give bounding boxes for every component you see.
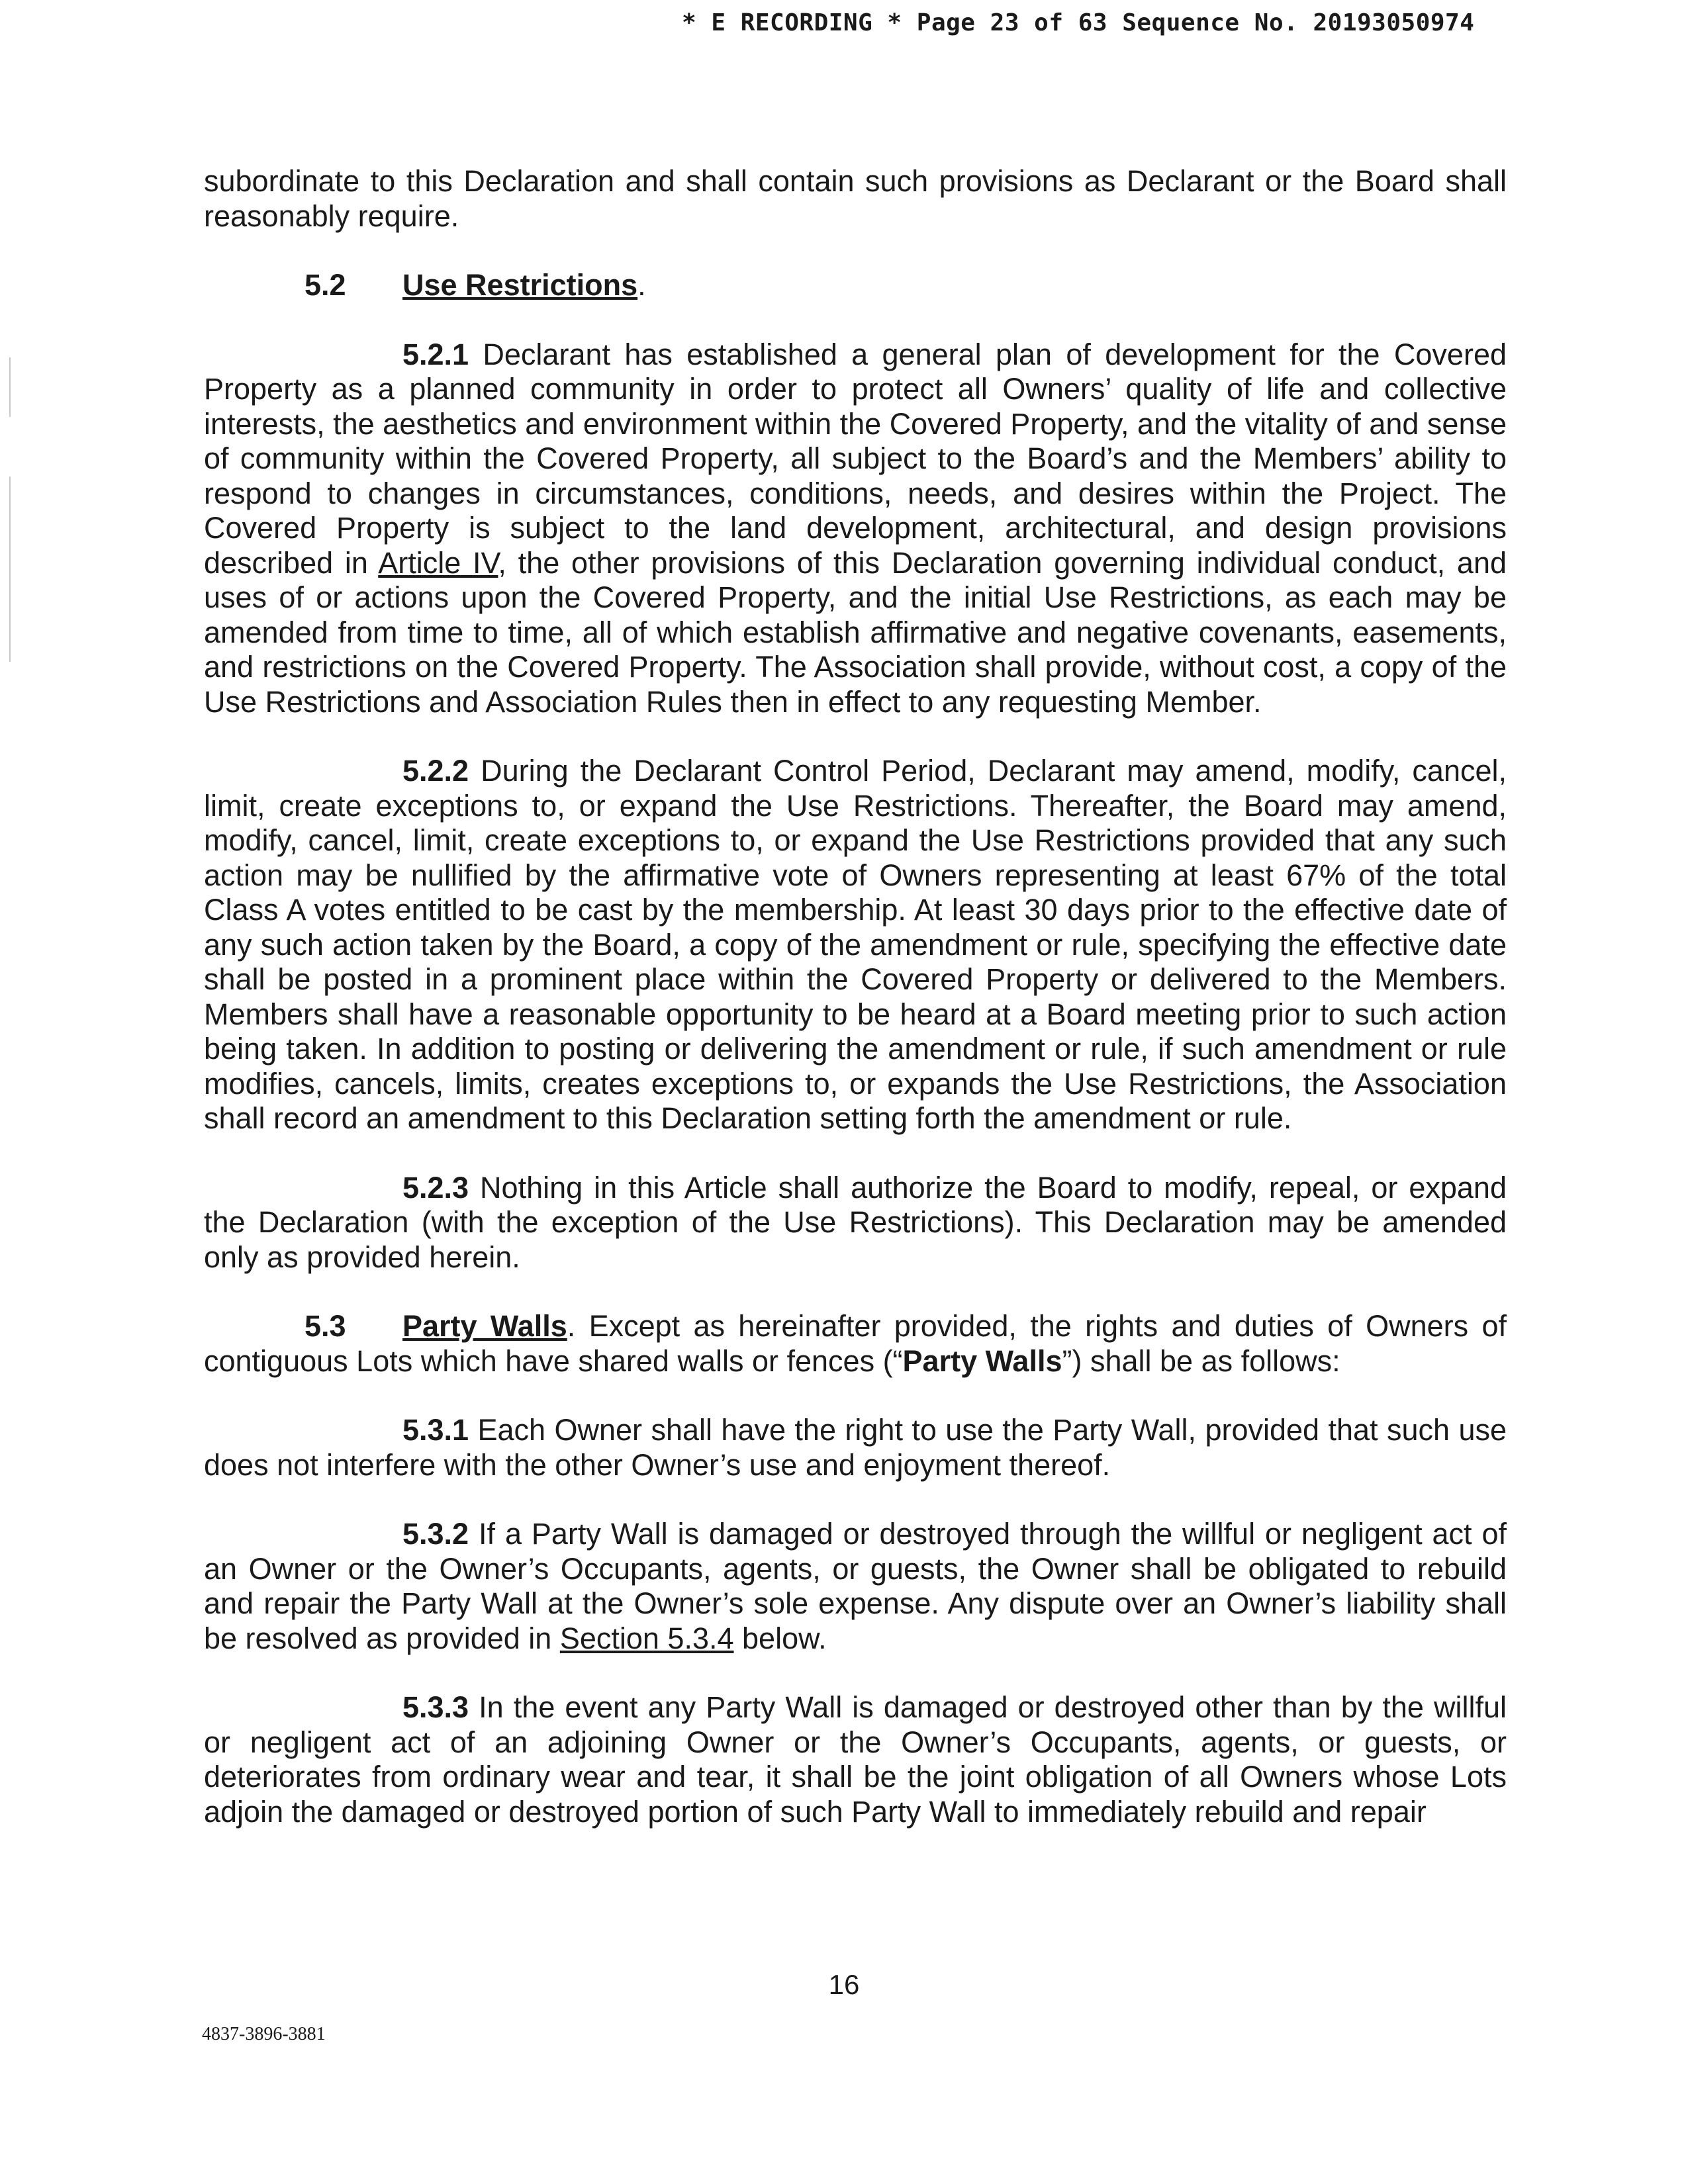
- section-number: 5.3: [305, 1309, 346, 1343]
- subsection-number: 5.2.2: [402, 754, 469, 788]
- subsection-text: , the other provisions of this Declaration governing individual conduct, and uses of or actions upon the Covered Property, and the initial Use Restrictions, as each may be amended from time to time, all of which establish affirmative and negative covenants, easements, and restrictions on the Covered Property. The Association shall provide, without cost, a copy of the Use Restrictions and Association Rules then in effect to any requesting Member.: [204, 545, 1507, 719]
- scan-artifact: [9, 477, 11, 662]
- page-number: 16: [828, 1969, 860, 2000]
- heading-punctuation: .: [637, 268, 646, 302]
- subsection-text: Nothing in this Article shall authorize the Board to modify, repeal, or expand the Declaration (with the exception of the Use Restrictions). This Declaration may be amended only as provided herein.: [204, 1170, 1507, 1274]
- defined-term: Party Walls: [902, 1343, 1062, 1378]
- section-5-2-heading: [204, 268, 1507, 303]
- section-5-3-4-reference: Section 5.3.4: [559, 1621, 734, 1655]
- section-5-2-3: [204, 1171, 1507, 1275]
- subsection-text: During the Declarant Control Period, Declarant may amend, modify, cancel, limit, create exceptions to, or expand the Use Restrictions. Thereafter, the Board may amend, modify, cancel, limit, create exceptions to, or expand the Use Restrictions provided that any such action may be nullified by the affirmative vote of Owners representing at least 67% of the total Class A votes entitled to be cast by the membership. At least 30 days prior to the effective date of any such action taken by the Board, a copy of the amendment or rule, specifying the effective date shall be posted in a prominent place within the Covered Property or delivered to the Members. Members shall have a reasonable opportunity to be heard at a Board meeting prior to such action being taken. In addition to posting or delivering the amendment or rule, if such amendment or rule modifies, cancels, limits, creates exceptions to, or expands the Use Restrictions, the Association shall record an amendment to this Declaration setting forth the amendment or rule.: [204, 754, 1507, 1135]
- section-5-3-1: [204, 1413, 1507, 1482]
- subsection-number: 5.2.1: [402, 337, 469, 371]
- section-heading: Use Restrictions: [402, 268, 638, 302]
- subsection-text: Each Owner shall have the right to use the Party Wall, provided that such use does not interfere with the other Owner’s use and enjoyment thereof.: [204, 1413, 1507, 1482]
- subsection-text: If a Party Wall is damaged or destroyed through the willful or negligent act of an Owner or the Owner’s Occupants, agents, or guests, the Owner shall be obligated to rebuild and repair the Party Wall at the Owner’s sole expense. Any dispute over an Owner’s liability shall be resolved as provided in: [204, 1517, 1507, 1655]
- section-text: ”) shall be as follows:: [1062, 1343, 1340, 1378]
- scan-artifact: [9, 357, 11, 417]
- section-5-3-3: [204, 1690, 1507, 1829]
- subsection-text: below.: [733, 1621, 827, 1655]
- section-5-3: [204, 1309, 1507, 1379]
- section-text: . Except as hereinafter provided, the rights and duties of Owners of contiguous Lots which have shared walls or fences (“: [204, 1309, 1507, 1378]
- section-5-2-1: [204, 338, 1507, 720]
- document-id: 4837-3896-3881: [202, 2024, 326, 2044]
- document-body: [204, 164, 1507, 1864]
- subsection-text: Declarant has established a general plan of development for the Covered Property as a planned community in order to protect all Owners’ quality of life and collective interests, the aesthetics and environment within the Covered Property, and the vitality of and sense of community within the Covered Property, all subject to the Board’s and the Members’ ability to respond to changes in circumstances, conditions, needs, and desires within the Project. The Covered Property is subject to the land development, architectural, and design provisions described in: [204, 337, 1507, 580]
- subsection-number: 5.2.3: [402, 1170, 469, 1205]
- section-heading: Party Walls: [402, 1309, 567, 1343]
- recording-header: * E RECORDING * Page 23 of 63 Sequence No. 20193050974: [682, 9, 1475, 36]
- section-number: 5.2: [305, 268, 346, 302]
- continuation-text: subordinate to this Declaration and shall contain such provisions as Declarant or the Board shall reasonably require.: [204, 164, 1507, 233]
- article-iv-reference: Article IV: [378, 545, 498, 580]
- subsection-number: 5.3.3: [402, 1690, 469, 1724]
- subsection-number: 5.3.2: [402, 1517, 469, 1551]
- subsection-number: 5.3.1: [402, 1413, 469, 1447]
- section-5-3-2: [204, 1517, 1507, 1656]
- subsection-text: In the event any Party Wall is damaged or destroyed other than by the willful or negligent act of an adjoining Owner or the Owner’s Occupants, agents, or guests, or deteriorates from ordinary wear and tear, it shall be the joint obligation of all Owners whose Lots adjoin the damaged or destroyed portion of such Party Wall to immediately rebuild and repair: [204, 1690, 1507, 1829]
- continuation-paragraph: [204, 164, 1507, 234]
- section-5-2-2: [204, 754, 1507, 1136]
